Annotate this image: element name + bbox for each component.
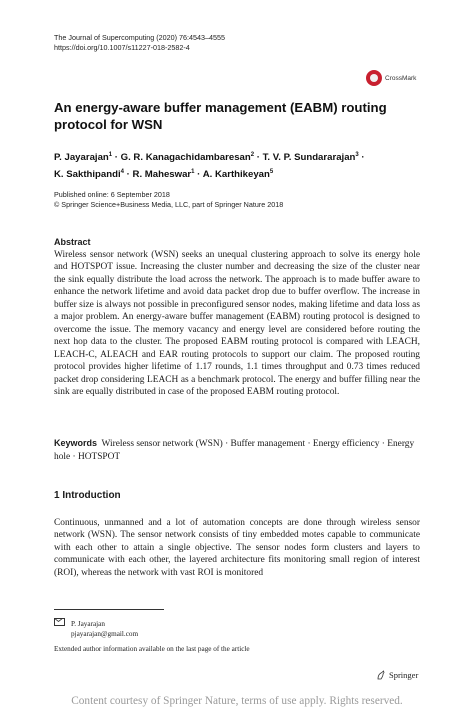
doi-link[interactable]: https://doi.org/10.1007/s11227-018-2582-4 <box>54 43 190 52</box>
author-name[interactable]: T. V. P. Sundararajan <box>262 152 356 164</box>
author-affiliation: 1 <box>191 169 195 176</box>
publication-info <box>54 190 283 210</box>
author-name[interactable]: R. Maheswar <box>132 169 192 181</box>
author-name[interactable]: K. Sakthipandi <box>54 169 121 181</box>
extended-author-info: Extended author information available on the last page of the article <box>54 645 250 653</box>
published-date: Published online: 6 September 2018 <box>54 190 170 199</box>
journal-citation: The Journal of Supercomputing (2020) 76:4543–4555 <box>54 33 226 42</box>
keywords-label: Keywords <box>54 438 98 448</box>
crossmark-label: CrossMark <box>385 74 417 82</box>
introduction-text: Continuous, unmanned and a lot of automation concepts are done through wireless sensor network (WSN). The sensor network consists of tiny embedded motes capable to communicate with each other to attain a single objective. The sensor nodes form clusters and layers to communicate with each other, the layered architecture fits monitoring small region of interest (ROI), whereas the network with vast ROI is monitored <box>54 518 420 578</box>
abstract-text: Wireless sensor network (WSN) seeks an unequal clustering approach to solve its energy hole and HOTSPOT issue. Increasing the cluster number and decreasing the size of the cluster near the sink equally distribute the load across the network. The approach is to made buffer aware to enhance the network lifetime and avoid data packet drop due to buffer overflow. The increase in buffer size is always not possible in preconfigured sensor nodes, making lifetime and data loss as a major problem. An energy-aware buffer management (EABM) routing protocol is designed to overcome the issue. The memory vacancy and energy level are considered before routing the next hop data to the cluster. The proposed EABM routing protocol is compared with LEACH, LEACH-C, ALEACH and EAR routing protocols to support our claim. The proposed routing protocol provides higher lifetime of 1.17 rounds, 1.1 times throughput and 0.73 times reduced packet drop considering LEACH as a benchmark protocol. The energy and buffer filling near the sink are equally distributed in case of the proposed EABM routing protocol. <box>54 250 420 397</box>
springer-wordmark: Springer <box>389 670 419 680</box>
corresponding-author-email[interactable]: pjayarajan@gmail.com <box>71 630 139 639</box>
corresponding-author-name: P. Jayarajan <box>71 620 105 628</box>
author-name[interactable]: A. Karthikeyan <box>202 169 270 181</box>
section-heading-introduction: 1 Introduction <box>54 490 121 501</box>
springer-horse-icon <box>376 670 386 680</box>
title-line-2: protocol for WSN <box>54 117 163 132</box>
courtesy-notice: Content courtesy of Springer Nature, terms of use apply. Rights reserved. <box>71 695 403 707</box>
author-name[interactable]: P. Jayarajan <box>54 152 109 164</box>
crossmark-badge[interactable] <box>366 68 432 88</box>
copyright-line: © Springer Science+Business Media, LLC, part of Springer Nature 2018 <box>54 200 284 209</box>
keywords-block <box>54 437 420 463</box>
article-title <box>54 99 394 133</box>
keywords-text: Wireless sensor network (WSN) · Buffer management · Energy efficiency · Energy hole · HOTSPOT <box>54 439 415 462</box>
author-list: P. Jayarajan$^1$ · G. R. Kanagachidambaresan$^2$ · T. V. P. Sundararajan$^3$ · K. Sakthipandi$^4$ · R. Maheswar$^1$ · A. Karthikeyan$^5$ <box>54 152 365 181</box>
footnote-divider <box>54 609 164 610</box>
author-affiliation: 5 <box>269 169 274 176</box>
crossmark-icon <box>366 70 382 86</box>
author-name[interactable]: G. R. Kanagachidambaresan <box>120 152 251 164</box>
springer-logo <box>376 670 418 680</box>
author-affiliation: 1 <box>108 152 113 158</box>
author-affiliation: 2 <box>250 152 255 158</box>
author-affiliation: 3 <box>355 152 359 158</box>
title-line-1: An energy-aware buffer management (EABM) routing <box>54 100 387 115</box>
abstract-heading: Abstract <box>54 237 91 247</box>
corresponding-author-footnote <box>54 618 138 640</box>
envelope-icon <box>54 618 65 626</box>
author-affiliation: 4 <box>120 169 124 176</box>
